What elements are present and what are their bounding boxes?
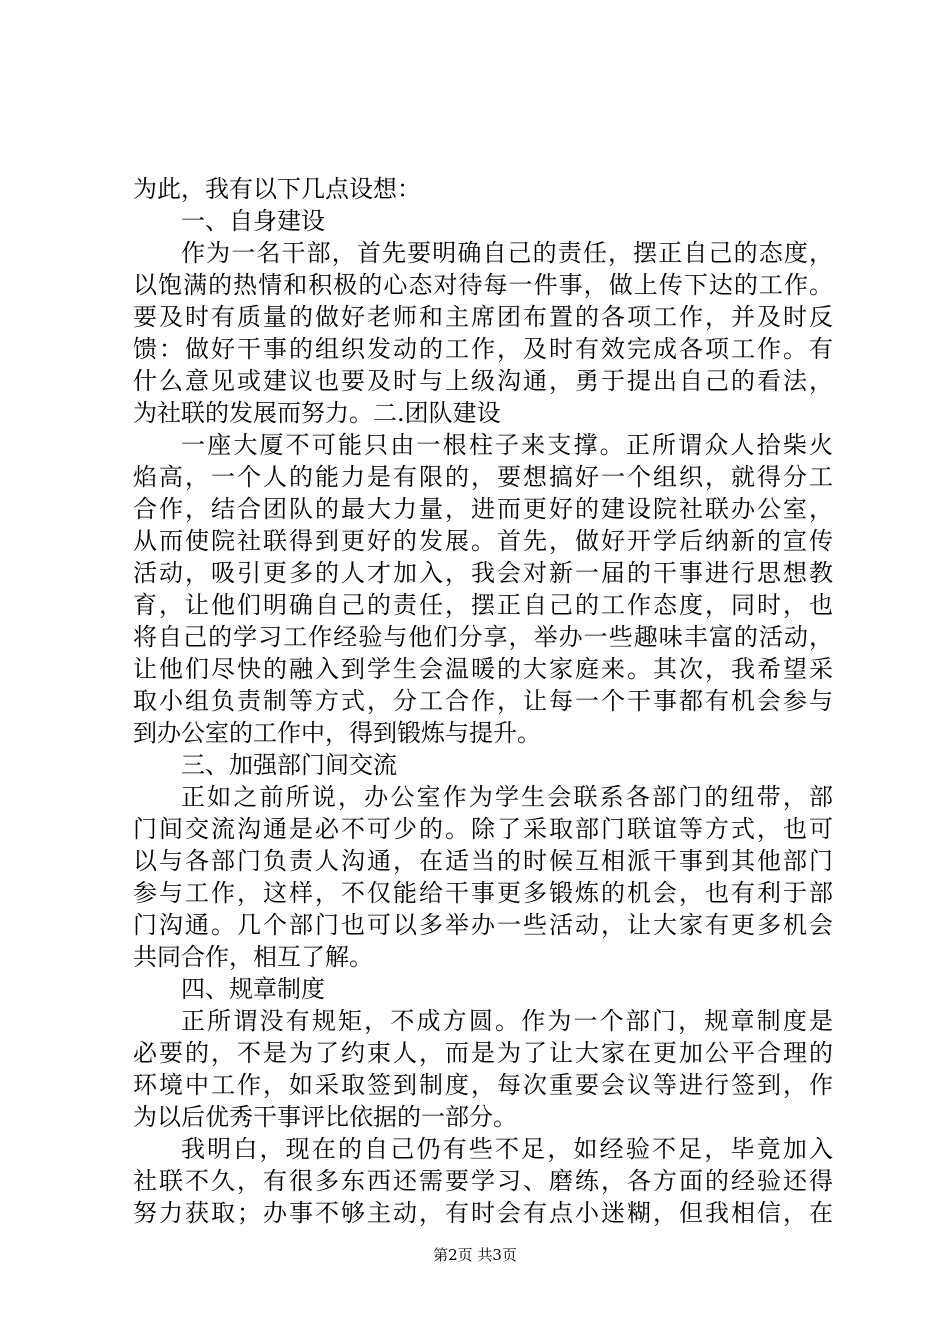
text-line: 从而使院社联得到更好的发展。首先，做好开学后纳新的宣传 (133, 527, 833, 555)
text-line: 共同合作，相互了解。 (133, 943, 373, 971)
text-line: 为社联的发展而努力。二.团队建设 (133, 399, 501, 427)
text-line: 努力获取；办事不够主动，有时会有点小迷糊，但我相信，在 (133, 1199, 833, 1227)
text-line: 馈：做好干事的组织发动的工作，及时有效完成各项工作。有 (133, 335, 833, 363)
text-line: 将自己的学习工作经验与他们分享，举办一些趣味丰富的活动， (133, 623, 833, 651)
page-number-label: 第2页 共3页 (433, 1246, 517, 1264)
text-line: 我明白，现在的自己仍有些不足，如经验不足，毕竟加入 (181, 1135, 833, 1163)
text-line: 一座大厦不可能只由一根柱子来支撑。正所谓众人拾柴火 (181, 431, 833, 459)
text-line: 正所谓没有规矩，不成方圆。作为一个部门，规章制度是 (181, 1007, 833, 1035)
text-line: 作为一名干部，首先要明确自己的责任，摆正自己的态度， (181, 239, 833, 267)
document-body (133, 173, 833, 1229)
text-line: 活动，吸引更多的人才加入，我会对新一届的干事进行思想教 (133, 559, 833, 587)
text-line: 让他们尽快的融入到学生会温暖的大家庭来。其次，我希望采 (133, 655, 833, 683)
text-line: 一、自身建设 (181, 207, 325, 235)
page-footer (0, 1244, 950, 1265)
text-line: 社联不久，有很多东西还需要学习、磨练，各方面的经验还得 (133, 1167, 833, 1195)
text-line: 以饱满的热情和积极的心态对待每一件事，做上传下达的工作。 (133, 271, 833, 299)
text-line: 取小组负责制等方式，分工合作，让每一个干事都有机会参与 (133, 687, 833, 715)
text-line: 环境中工作，如采取签到制度，每次重要会议等进行签到，作 (133, 1071, 833, 1099)
text-line: 正如之前所说，办公室作为学生会联系各部门的纽带，部 (181, 783, 833, 811)
text-line: 门间交流沟通是必不可少的。除了采取部门联谊等方式，也可 (133, 815, 833, 843)
text-line: 要及时有质量的做好老师和主席团布置的各项工作，并及时反 (133, 303, 833, 331)
text-line: 育，让他们明确自己的责任，摆正自己的工作态度，同时，也 (133, 591, 833, 619)
text-line: 门沟通。几个部门也可以多举办一些活动，让大家有更多机会 (133, 911, 833, 939)
text-line: 必要的，不是为了约束人，而是为了让大家在更加公平合理的 (133, 1039, 833, 1067)
text-line: 到办公室的工作中，得到锻炼与提升。 (133, 719, 541, 747)
text-line: 什么意见或建议也要及时与上级沟通，勇于提出自己的看法， (133, 367, 833, 395)
text-line: 四、规章制度 (181, 975, 325, 1003)
text-line: 为以后优秀干事评比依据的一部分。 (133, 1103, 517, 1131)
text-line: 以与各部门负责人沟通，在适当的时候互相派干事到其他部门 (133, 847, 833, 875)
text-line: 焰高，一个人的能力是有限的，要想搞好一个组织，就得分工 (133, 463, 833, 491)
text-line: 三、加强部门间交流 (181, 751, 397, 779)
text-line: 合作，结合团队的最大力量，进而更好的建设院社联办公室， (133, 495, 833, 523)
text-line: 为此，我有以下几点设想： (133, 175, 421, 203)
text-line: 参与工作，这样，不仅能给干事更多锻炼的机会，也有利于部 (133, 879, 833, 907)
